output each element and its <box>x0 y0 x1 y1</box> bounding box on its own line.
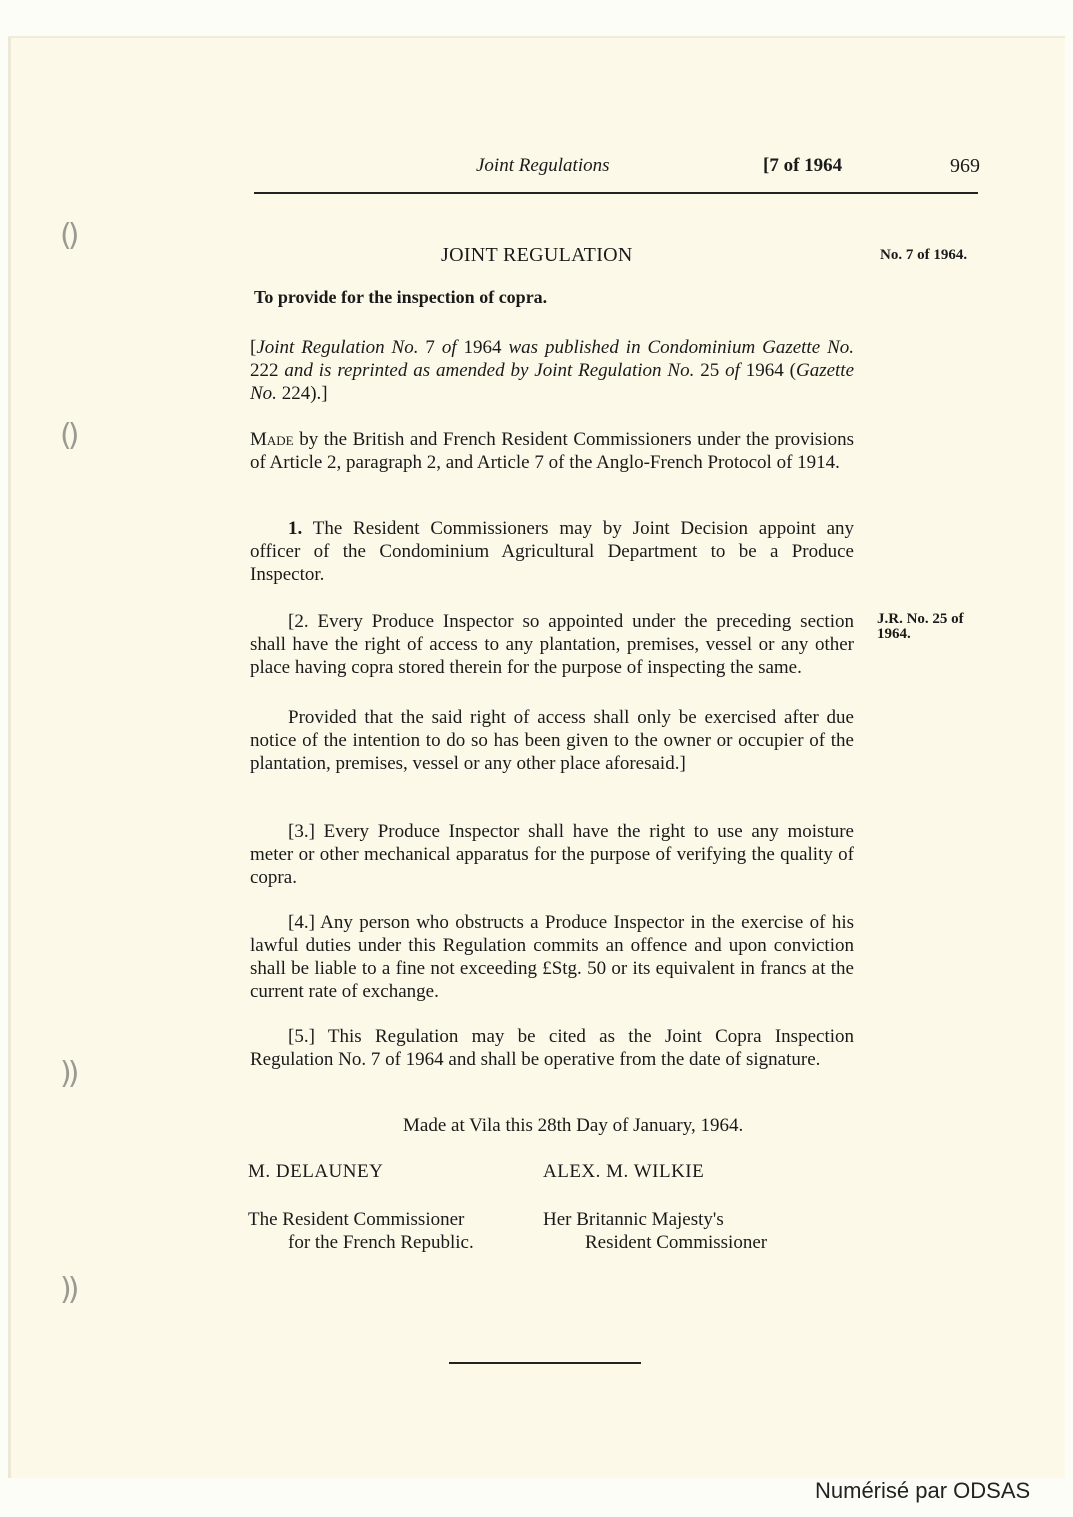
made-at-line: Made at Vila this 28th Day of January, 1964. <box>403 1115 744 1136</box>
running-header-section: [7 of 1964 <box>763 155 843 176</box>
punch-hole-icon: () <box>60 218 76 253</box>
editorial-number: 1964 <box>456 337 509 358</box>
section-number: [3.] <box>288 821 315 842</box>
editorial-text: Joint Regulation No. <box>256 337 419 358</box>
section-text: Any person who obstructs a Produce Inspector in the exercise of his lawful duties under this Regulation commits an offence and upon conviction shall be liable to a fine not exceeding £Stg. 50 or its equivalent in francs at the current rate of exchange. <box>250 912 854 1002</box>
section-5 <box>250 1025 854 1071</box>
editorial-text: of <box>441 337 457 358</box>
signatory-title-british <box>543 1208 767 1254</box>
punch-hole-icon: () <box>60 418 76 453</box>
preamble-text: by the British and French Resident Commissioners under the provisions of Article 2, paragraph 2, and Article 7 of the Anglo-French Protocol of 1914. <box>250 429 854 473</box>
section-number: 1. <box>288 518 303 539</box>
punch-hole-icon: )) <box>60 1056 76 1091</box>
header-rule <box>254 192 978 194</box>
editorial-number: 25 <box>694 360 726 381</box>
section-3 <box>250 820 854 889</box>
editorial-number: 7 <box>418 337 442 358</box>
page-left-edge <box>8 36 11 1478</box>
section-text: Every Produce Inspector so appointed under the preceding section shall have the right of access to any plantation, premises, vessel or any other place having copra stored therein for the purpose of inspecting the same. <box>250 611 854 678</box>
punch-hole-icon: )) <box>60 1272 76 1307</box>
signatory-name-french: M. DELAUNEY <box>248 1161 384 1182</box>
section-2 <box>250 610 854 679</box>
signatory-title-line: Her Britannic Majesty's <box>543 1209 724 1230</box>
signatory-title-line: for the French Republic. <box>288 1232 474 1253</box>
editorial-text: of <box>725 360 740 381</box>
margin-note-number: No. 7 of 1964. <box>880 247 968 263</box>
end-rule <box>449 1362 641 1364</box>
editorial-text: was published in Condominium Gazette No. <box>508 337 854 358</box>
running-header-title: Joint Regulations <box>476 155 610 176</box>
section-number: [2. <box>288 611 309 632</box>
editorial-text: Gazette No. <box>250 360 855 404</box>
section-4 <box>250 911 854 1003</box>
section-2-proviso <box>250 706 854 775</box>
section-number: [4.] <box>288 912 315 933</box>
editorial-text: and is reprinted as amended by Joint Regulation No. <box>284 360 695 381</box>
regulation-subtitle: To provide for the inspection of copra. <box>254 287 548 307</box>
bracket: [ <box>250 337 257 358</box>
page-top-edge <box>8 36 1065 38</box>
section-text: The Resident Commissioners may by Joint Decision appoint any officer of the Condominium Agricultural Department to be a Produce Inspector. <box>250 518 854 585</box>
page-number: 969 <box>950 155 980 177</box>
section-text: Provided that the said right of access shall only be exercised after due notice of the intention to do so has been given to the owner or occupier of the plantation, premises, vessel or any other place aforesaid.] <box>250 707 854 774</box>
section-text: This Regulation may be cited as the Joint Copra Inspection Regulation No. 7 of 1964 and shall be operative from the date of signature. <box>250 1026 854 1070</box>
editorial-number: 1964 ( <box>739 360 796 381</box>
signatory-name-british: ALEX. M. WILKIE <box>543 1161 705 1182</box>
preamble-lead: Made <box>250 429 294 450</box>
margin-note-amendment: J.R. No. 25 of 1964. <box>877 611 964 642</box>
section-1 <box>250 517 854 586</box>
digitization-watermark: Numérisé par ODSAS <box>815 1478 1031 1503</box>
signatory-title-line: The Resident Commissioner <box>248 1209 465 1230</box>
editorial-number: 224).] <box>276 383 328 404</box>
regulation-heading: JOINT REGULATION <box>441 244 633 266</box>
signatory-title-line: Resident Commissioner <box>585 1232 768 1253</box>
section-text: Every Produce Inspector shall have the right to use any moisture meter or other mechanical apparatus for the purpose of verifying the quality of copra. <box>250 821 854 888</box>
editorial-number: 222 <box>250 360 285 381</box>
signatory-title-french <box>248 1208 474 1254</box>
section-number: [5.] <box>288 1026 315 1047</box>
preamble <box>250 428 854 474</box>
editorial-note <box>250 336 854 405</box>
